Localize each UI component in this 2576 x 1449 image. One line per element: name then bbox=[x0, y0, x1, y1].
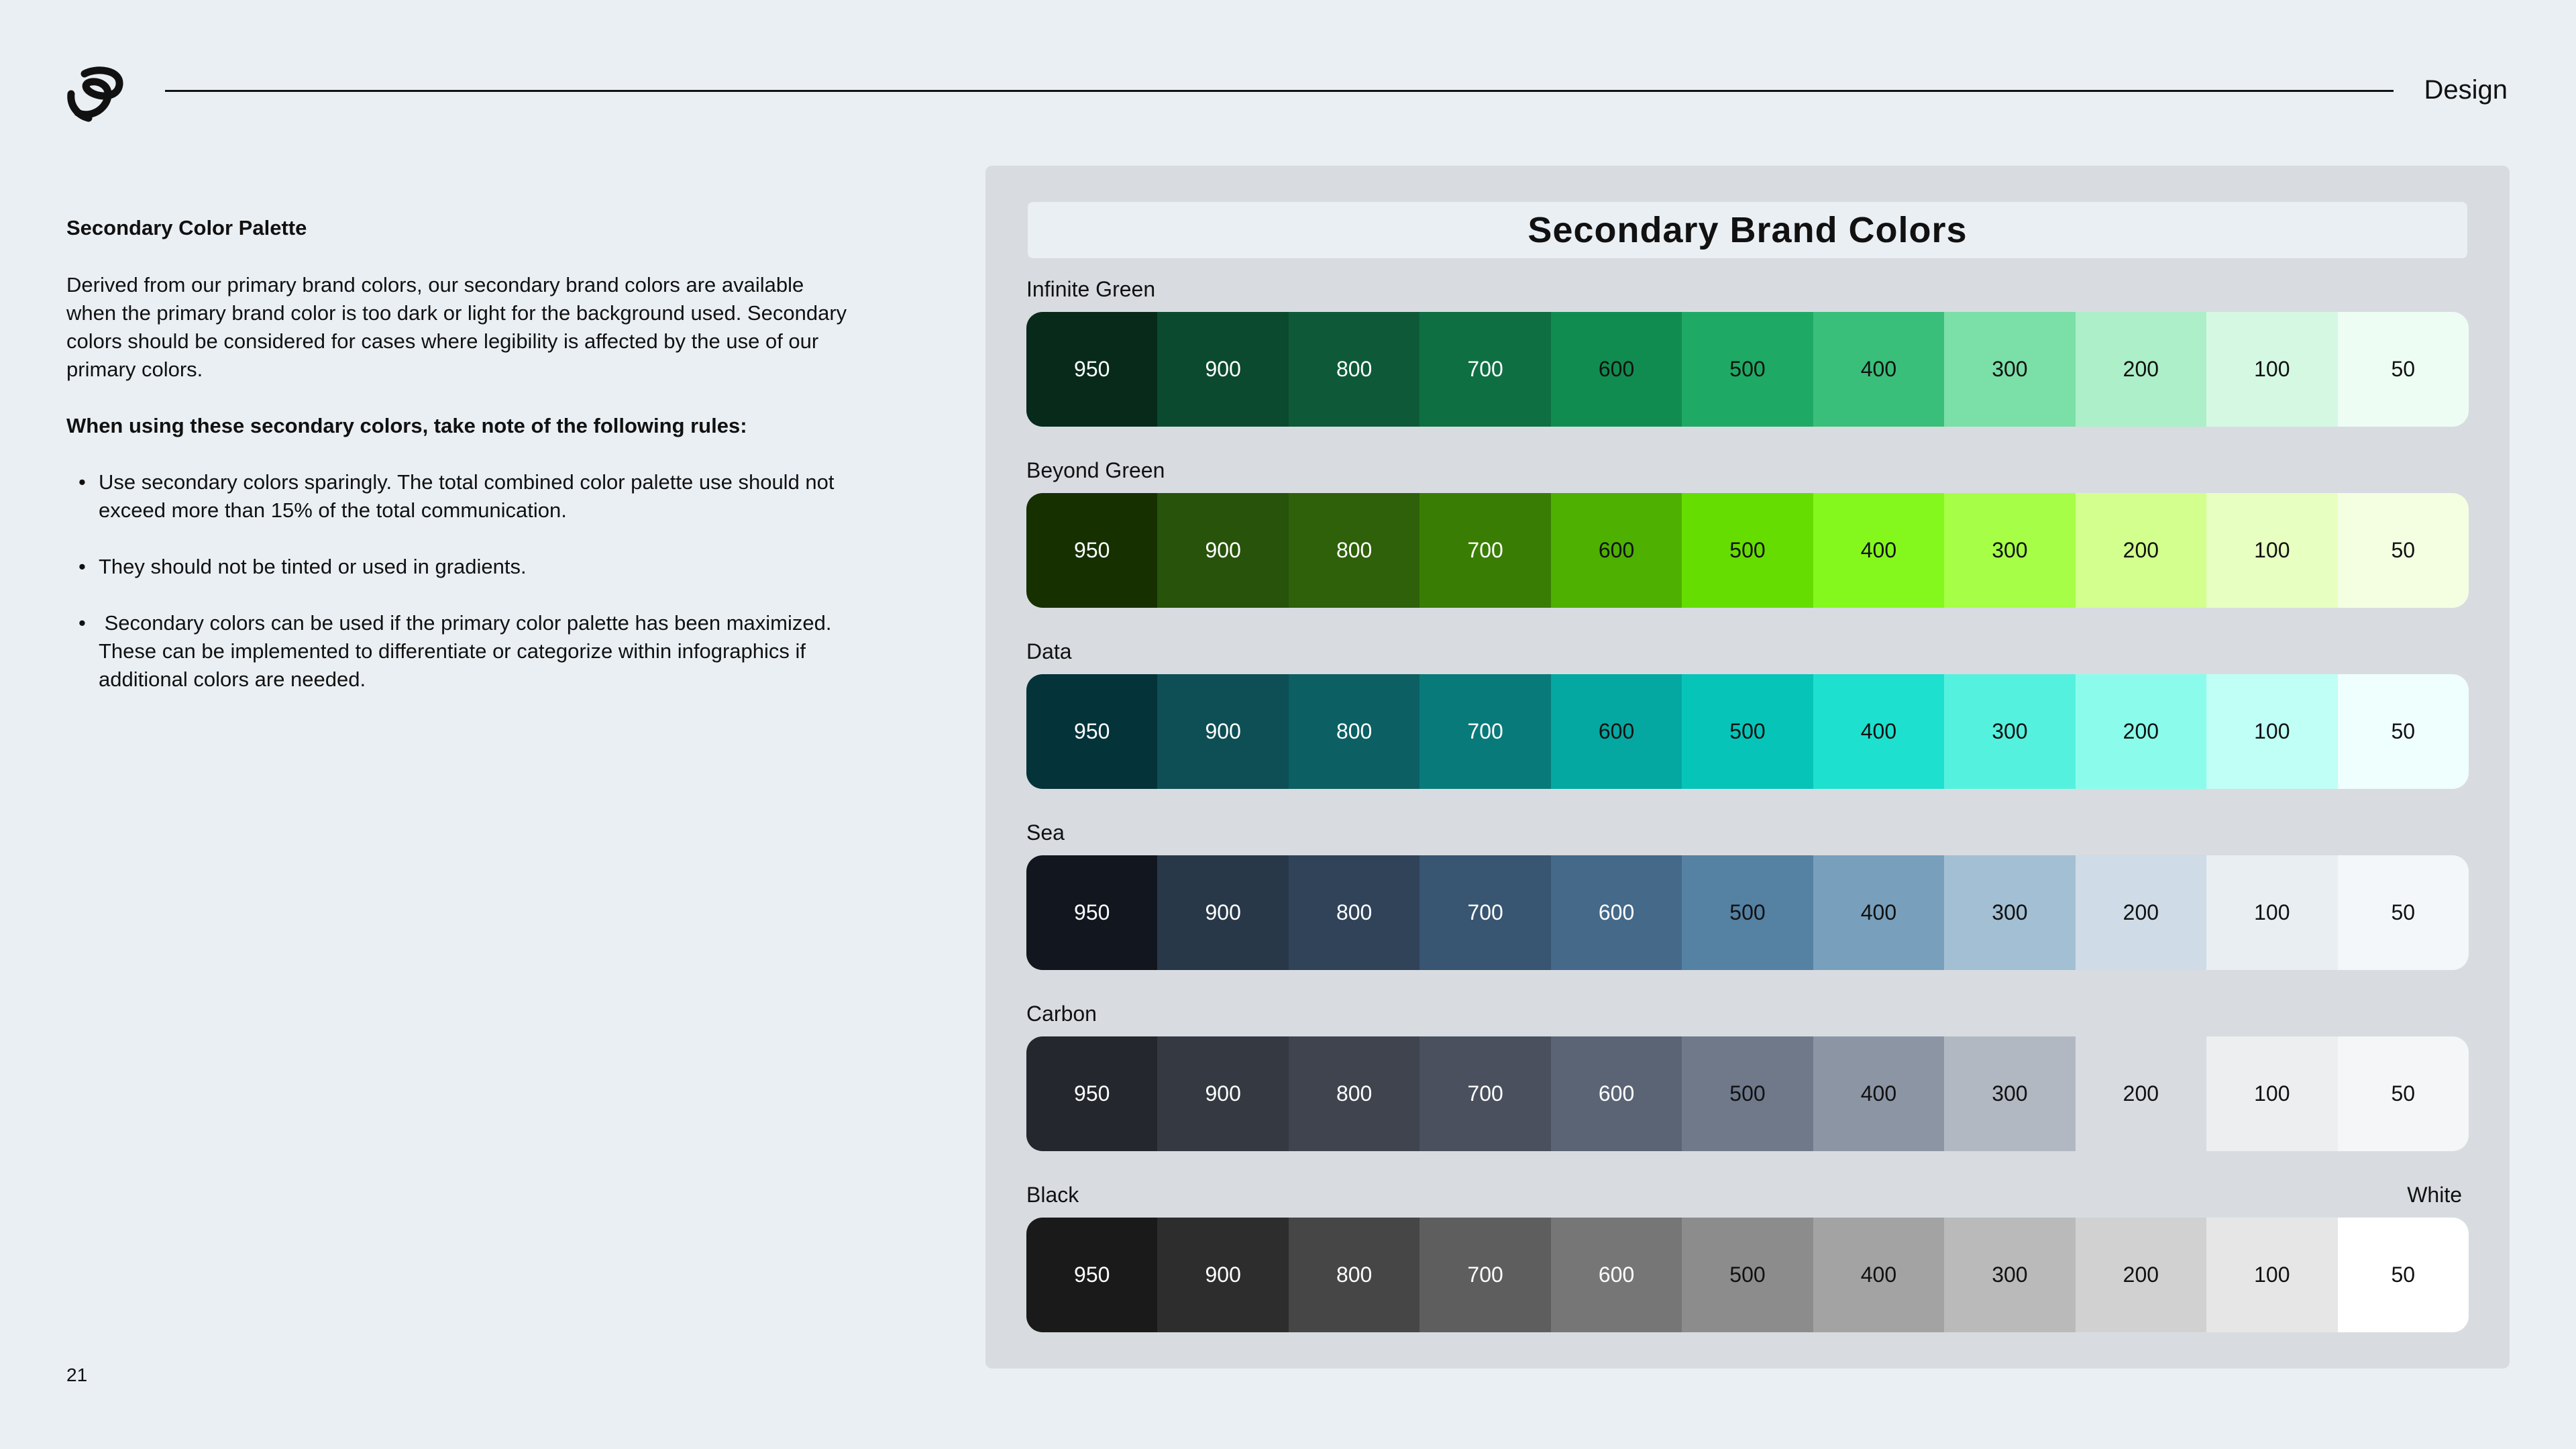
color-swatch: 400 bbox=[1813, 312, 1944, 427]
color-group bbox=[1026, 277, 2469, 427]
color-swatch: 300 bbox=[1944, 493, 2075, 608]
color-group bbox=[1026, 639, 2469, 789]
section-label: Design bbox=[2424, 75, 2508, 105]
panel-title: Secondary Brand Colors bbox=[1028, 202, 2467, 258]
color-swatch: 950 bbox=[1026, 1036, 1157, 1151]
color-swatch: 100 bbox=[2206, 1036, 2337, 1151]
color-swatch: 900 bbox=[1157, 855, 1288, 970]
color-swatch: 500 bbox=[1682, 674, 1813, 789]
color-swatch: 300 bbox=[1944, 1218, 2075, 1332]
color-swatch: 100 bbox=[2206, 312, 2337, 427]
color-swatch: 700 bbox=[1419, 1036, 1550, 1151]
rule-text: They should not be tinted or used in gradients. bbox=[99, 555, 527, 578]
color-swatch: 100 bbox=[2206, 493, 2337, 608]
color-swatch: 400 bbox=[1813, 855, 1944, 970]
rule-text: Secondary colors can be used if the primary color palette has been maximized. These can be implemented to differentiate or categorize within infographics if additional colors are needed. bbox=[99, 611, 837, 691]
swatch-row bbox=[1026, 312, 2469, 427]
rules-heading: When using these secondary colors, take note of the following rules: bbox=[66, 414, 747, 437]
swatch-row bbox=[1026, 674, 2469, 789]
color-swatch: 900 bbox=[1157, 1218, 1288, 1332]
color-swatch: 50 bbox=[2338, 493, 2469, 608]
color-group-label: Sea bbox=[1026, 820, 1065, 845]
rule-text: Use secondary colors sparingly. The total combined color palette use should not exceed more than 15% of the total communication. bbox=[99, 470, 835, 522]
color-swatch: 50 bbox=[2338, 855, 2469, 970]
page-number: 21 bbox=[66, 1364, 88, 1385]
color-swatch: 200 bbox=[2076, 855, 2206, 970]
color-swatch: 300 bbox=[1944, 1036, 2075, 1151]
color-swatch: 100 bbox=[2206, 1218, 2337, 1332]
rules-list bbox=[66, 468, 858, 694]
color-group-label: Carbon bbox=[1026, 1002, 1097, 1026]
bullet-icon: • bbox=[78, 555, 86, 578]
color-group bbox=[1026, 1183, 2469, 1332]
color-swatch: 800 bbox=[1289, 312, 1419, 427]
swatch-row bbox=[1026, 1036, 2469, 1151]
color-swatch: 950 bbox=[1026, 855, 1157, 970]
rule-item bbox=[66, 468, 858, 525]
color-swatch: 200 bbox=[2076, 493, 2206, 608]
swatch-row bbox=[1026, 1218, 2469, 1332]
color-swatch: 600 bbox=[1551, 674, 1682, 789]
color-swatch: 950 bbox=[1026, 312, 1157, 427]
color-swatch: 100 bbox=[2206, 855, 2337, 970]
color-swatch: 400 bbox=[1813, 674, 1944, 789]
color-swatch: 950 bbox=[1026, 1218, 1157, 1332]
color-swatch: 700 bbox=[1419, 493, 1550, 608]
color-swatch: 700 bbox=[1419, 674, 1550, 789]
color-swatch: 500 bbox=[1682, 855, 1813, 970]
color-group-label: Black bbox=[1026, 1183, 1079, 1207]
color-swatch: 900 bbox=[1157, 674, 1288, 789]
color-swatch: 500 bbox=[1682, 1036, 1813, 1151]
bullet-icon: • bbox=[78, 470, 86, 494]
brand-logo-icon bbox=[64, 64, 126, 122]
left-column bbox=[66, 216, 858, 722]
color-swatch: 300 bbox=[1944, 855, 2075, 970]
color-swatch: 200 bbox=[2076, 1218, 2206, 1332]
section-title: Secondary Color Palette bbox=[66, 216, 307, 239]
color-swatch: 500 bbox=[1682, 1218, 1813, 1332]
color-swatch: 200 bbox=[2076, 674, 2206, 789]
color-swatch: 800 bbox=[1289, 1218, 1419, 1332]
color-swatch: 900 bbox=[1157, 493, 1288, 608]
color-group bbox=[1026, 820, 2469, 970]
color-swatch: 300 bbox=[1944, 312, 2075, 427]
color-group-label: Beyond Green bbox=[1026, 458, 1165, 482]
bullet-icon: • bbox=[78, 611, 86, 635]
color-swatch: 700 bbox=[1419, 312, 1550, 427]
color-group-end-label: White bbox=[2407, 1183, 2462, 1207]
color-swatch: 900 bbox=[1157, 1036, 1288, 1151]
intro-paragraph: Derived from our primary brand colors, our secondary brand colors are available when the primary brand color is too dark or light for the background used. Secondary colors should be considered for cases where legibility is affected by the use of our primary colors. bbox=[66, 273, 847, 381]
color-swatch: 600 bbox=[1551, 1218, 1682, 1332]
color-swatch: 400 bbox=[1813, 493, 1944, 608]
color-swatch: 300 bbox=[1944, 674, 2075, 789]
color-swatch: 50 bbox=[2338, 1218, 2469, 1332]
color-swatch: 200 bbox=[2076, 1036, 2206, 1151]
color-swatch: 950 bbox=[1026, 493, 1157, 608]
color-swatch: 950 bbox=[1026, 674, 1157, 789]
color-swatch: 800 bbox=[1289, 855, 1419, 970]
rule-item bbox=[66, 553, 858, 581]
color-swatch: 50 bbox=[2338, 674, 2469, 789]
color-group bbox=[1026, 458, 2469, 608]
header-divider bbox=[165, 90, 2394, 92]
color-swatch: 600 bbox=[1551, 493, 1682, 608]
color-swatch: 50 bbox=[2338, 1036, 2469, 1151]
rule-item bbox=[66, 609, 858, 694]
color-swatch: 500 bbox=[1682, 493, 1813, 608]
color-swatch: 50 bbox=[2338, 312, 2469, 427]
color-swatch: 400 bbox=[1813, 1036, 1944, 1151]
color-swatch: 900 bbox=[1157, 312, 1288, 427]
color-swatch: 100 bbox=[2206, 674, 2337, 789]
color-group-label: Data bbox=[1026, 639, 1072, 663]
color-swatch: 800 bbox=[1289, 674, 1419, 789]
color-swatch: 700 bbox=[1419, 1218, 1550, 1332]
color-group-label: Infinite Green bbox=[1026, 277, 1156, 301]
color-swatch: 800 bbox=[1289, 1036, 1419, 1151]
color-swatch: 600 bbox=[1551, 312, 1682, 427]
color-swatch: 600 bbox=[1551, 855, 1682, 970]
color-palette-panel bbox=[985, 166, 2510, 1368]
color-swatch: 200 bbox=[2076, 312, 2206, 427]
swatch-row bbox=[1026, 493, 2469, 608]
swatch-row bbox=[1026, 855, 2469, 970]
color-swatch: 600 bbox=[1551, 1036, 1682, 1151]
color-swatch: 700 bbox=[1419, 855, 1550, 970]
color-group bbox=[1026, 1002, 2469, 1151]
color-swatch: 500 bbox=[1682, 312, 1813, 427]
color-swatch: 400 bbox=[1813, 1218, 1944, 1332]
color-swatch: 800 bbox=[1289, 493, 1419, 608]
